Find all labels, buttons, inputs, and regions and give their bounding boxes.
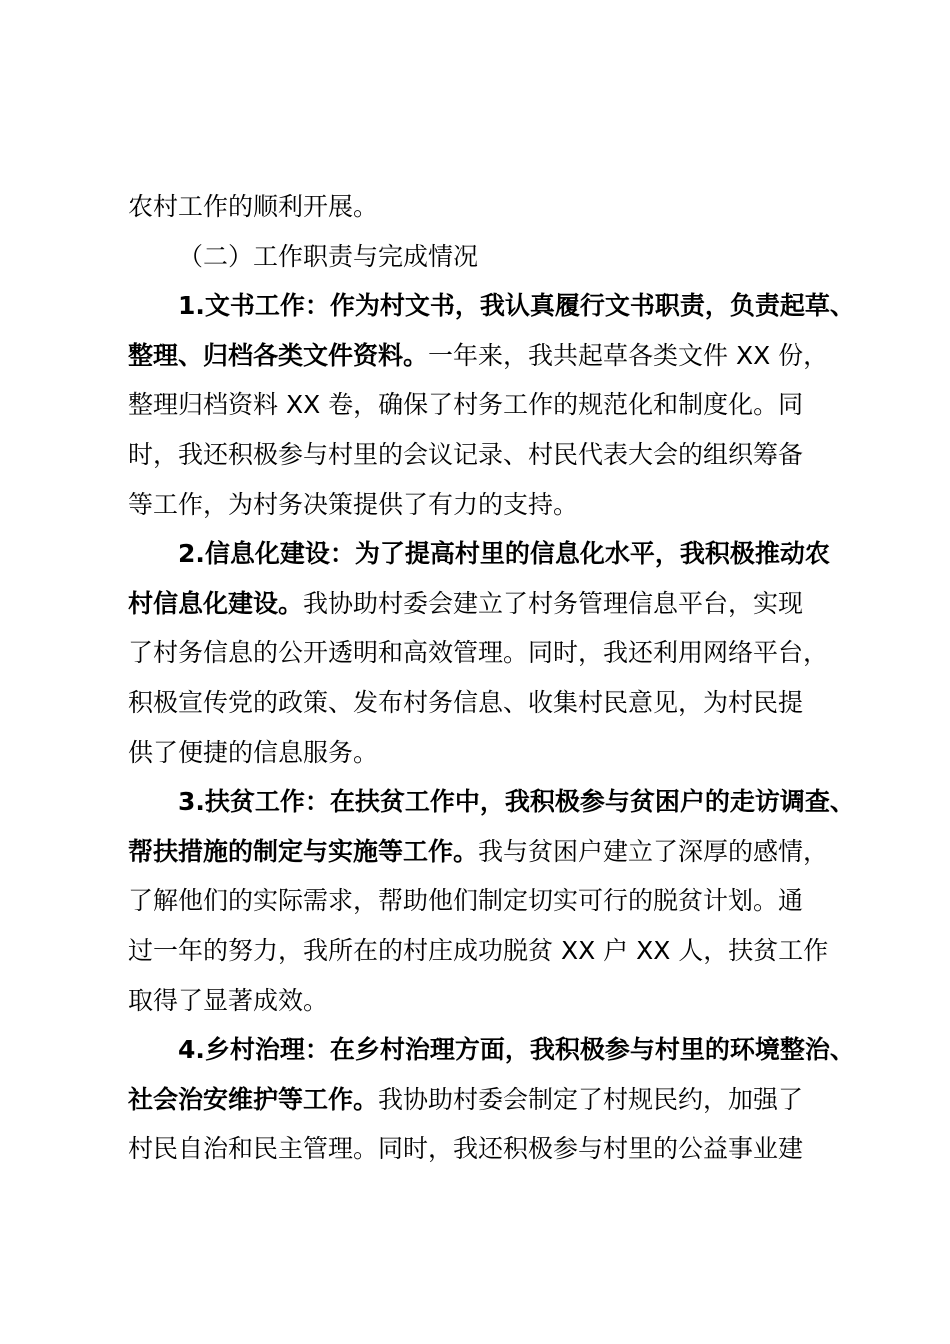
bold-text: 2.信息化建设：为了提高村里的信息化水平，我积极推动农	[178, 539, 830, 569]
text-line	[128, 976, 848, 1026]
text-line	[128, 579, 848, 629]
body-text: 积极宣传党的政策、发布村务信息、收集村民意见，为村民提	[128, 687, 804, 717]
body-text: 整理归档资料 XX 卷，确保了村务工作的规范化和制度化。同	[128, 390, 804, 420]
body-text: 取得了显著成效。	[128, 985, 329, 1015]
body-text: 供了便捷的信息服务。	[128, 737, 379, 767]
text-line	[128, 628, 848, 678]
body-text: 一年来，我共起草各类文件 XX 份，	[428, 340, 829, 370]
text-line	[128, 678, 848, 728]
body-text: 村民自治和民主管理。同时，我还积极参与村里的公益事业建	[128, 1134, 804, 1164]
text-line	[128, 281, 855, 331]
bold-text: 帮扶措施的制定与实施等工作。	[128, 836, 479, 866]
body-text: 农村工作的顺利开展。	[128, 192, 379, 221]
text-line	[128, 380, 848, 430]
text-line	[128, 529, 848, 579]
text-line	[128, 480, 848, 530]
text-line	[128, 827, 848, 877]
text-line	[128, 777, 855, 827]
body-text: 等工作，为村务决策提供了有力的支持。	[128, 489, 579, 519]
body-text: 了解他们的实际需求，帮助他们制定切实可行的脱贫计划。通	[128, 886, 804, 916]
bold-text: 1.文书工作：作为村文书，我认真履行文书职责，负责起草、	[178, 291, 855, 321]
text-line	[128, 182, 848, 232]
body-text: 我与贫困户建立了深厚的感情，	[478, 836, 829, 866]
body-text: 我协助村委会建立了村务管理信息平台，实现	[303, 588, 804, 618]
text-line	[128, 430, 848, 480]
bold-text: 4.乡村治理：在乡村治理方面，我积极参与村里的环境整治、	[178, 1035, 855, 1065]
body-text: （二）工作职责与完成情况	[178, 241, 479, 271]
body-text: 时，我还积极参与村里的会议记录、村民代表大会的组织筹备	[128, 439, 804, 469]
document-body	[128, 182, 855, 1174]
body-text: 了村务信息的公开透明和高效管理。同时，我还利用网络平台，	[128, 638, 829, 668]
text-line	[128, 232, 848, 282]
bold-text: 整理、归档各类文件资料。	[128, 340, 429, 370]
bold-text: 社会治安维护等工作。	[128, 1084, 379, 1114]
text-line	[128, 876, 848, 926]
bold-text: 3.扶贫工作：在扶贫工作中，我积极参与贫困户的走访调查、	[178, 787, 855, 817]
text-line	[128, 1025, 855, 1075]
text-line	[128, 728, 848, 778]
body-text: 我协助村委会制定了村规民约，加强了	[378, 1084, 804, 1114]
bold-text: 村信息化建设。	[128, 588, 304, 618]
text-line	[128, 331, 848, 381]
text-line	[128, 926, 848, 976]
body-text: 过一年的努力，我所在的村庄成功脱贫 XX 户 XX 人，扶贫工作	[128, 935, 829, 965]
text-line	[128, 1075, 848, 1125]
text-line	[128, 1124, 848, 1174]
